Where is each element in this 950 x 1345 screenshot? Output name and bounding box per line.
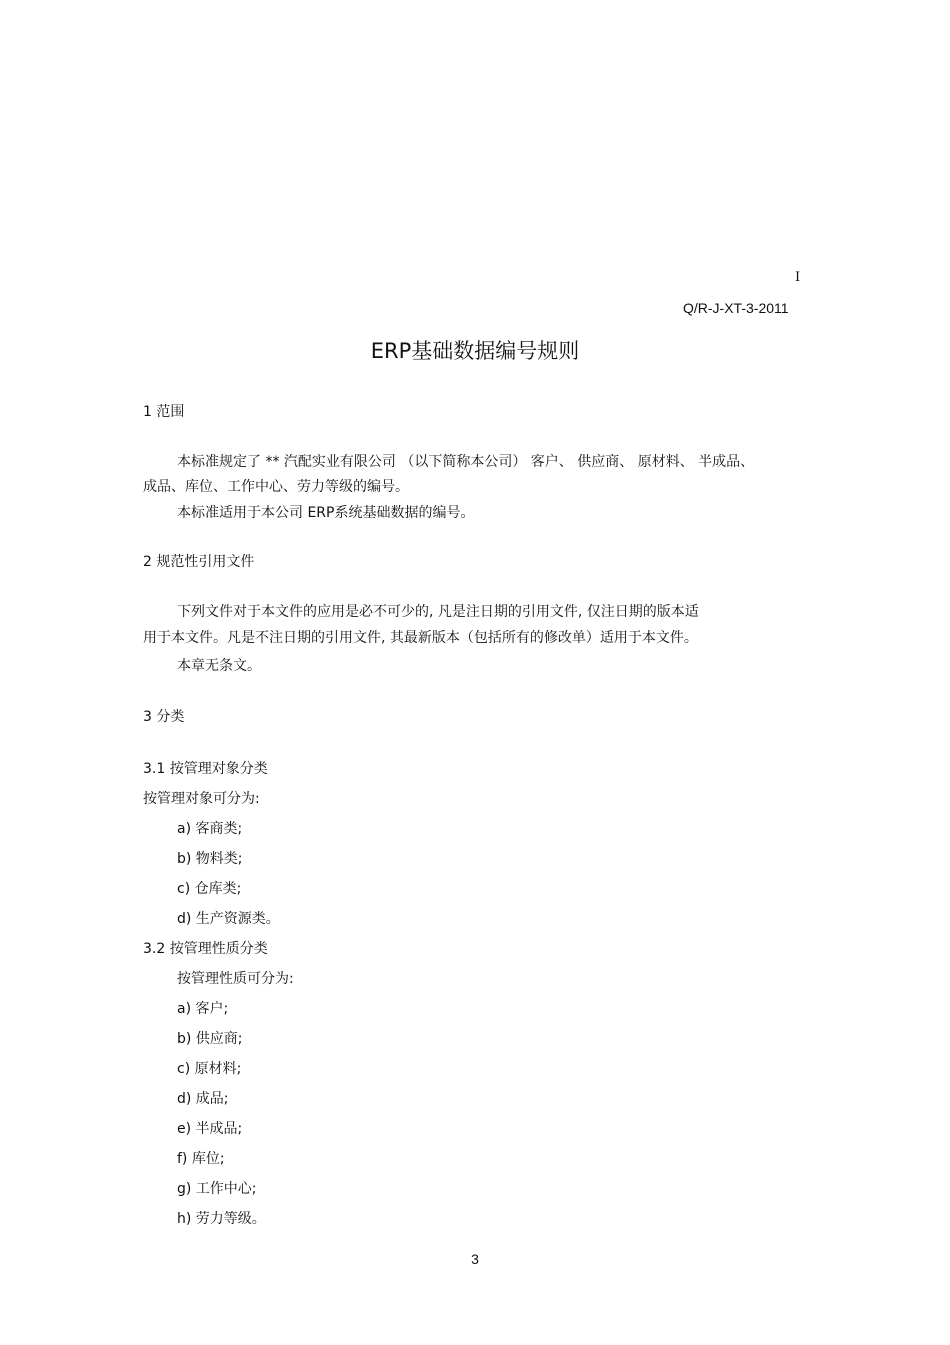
list-item: d) 成品; — [177, 1091, 229, 1107]
section-3-2-heading: 3.2 按管理性质分类 — [143, 941, 268, 957]
list-item: c) 仓库类; — [177, 881, 242, 897]
section-1-paragraph-1-line-2: 成品、库位、工作中心、劳力等级的编号。 — [143, 479, 409, 495]
document-code: Q/R-J-XT-3-2011 — [683, 300, 789, 316]
list-item: d) 生产资源类。 — [177, 911, 280, 927]
list-item: a) 客户; — [177, 1001, 229, 1017]
list-item: b) 物料类; — [177, 851, 243, 867]
list-item: h) 劳力等级。 — [177, 1211, 266, 1227]
section-2-paragraph-1-line-1: 下列文件对于本文件的应用是必不可少的, 凡是注日期的引用文件, 仅注日期的版本适 — [177, 604, 699, 620]
section-1-heading: 1 范围 — [143, 404, 185, 420]
section-3-2-intro: 按管理性质可分为: — [177, 971, 294, 987]
section-2-paragraph-2: 本章无条文。 — [177, 658, 261, 674]
section-1-paragraph-2: 本标准适用于本公司 ERP系统基础数据的编号。 — [177, 505, 475, 521]
section-2-paragraph-1-line-2: 用于本文件。凡是不注日期的引用文件, 其最新版本（包括所有的修改单）适用于本文件。 — [143, 630, 698, 646]
list-item: a) 客商类; — [177, 821, 243, 837]
section-3-1-heading: 3.1 按管理对象分类 — [143, 761, 268, 777]
page-title: ERP基础数据编号规则 — [370, 339, 580, 363]
page-number: 3 — [471, 1251, 479, 1267]
section-2-heading: 2 规范性引用文件 — [143, 554, 255, 570]
section-3-1-intro: 按管理对象可分为: — [143, 791, 260, 807]
section-1-paragraph-1-line-1: 本标准规定了 ** 汽配实业有限公司 （以下简称本公司） 客户、 供应商、 原材料、 半成品、 — [177, 454, 755, 470]
list-item: f) 库位; — [177, 1151, 225, 1167]
list-item: g) 工作中心; — [177, 1181, 257, 1197]
header-mark: I — [795, 270, 801, 285]
list-item: c) 原材料; — [177, 1061, 242, 1077]
section-3-heading: 3 分类 — [143, 709, 185, 725]
list-item: e) 半成品; — [177, 1121, 243, 1137]
list-item: b) 供应商; — [177, 1031, 243, 1047]
